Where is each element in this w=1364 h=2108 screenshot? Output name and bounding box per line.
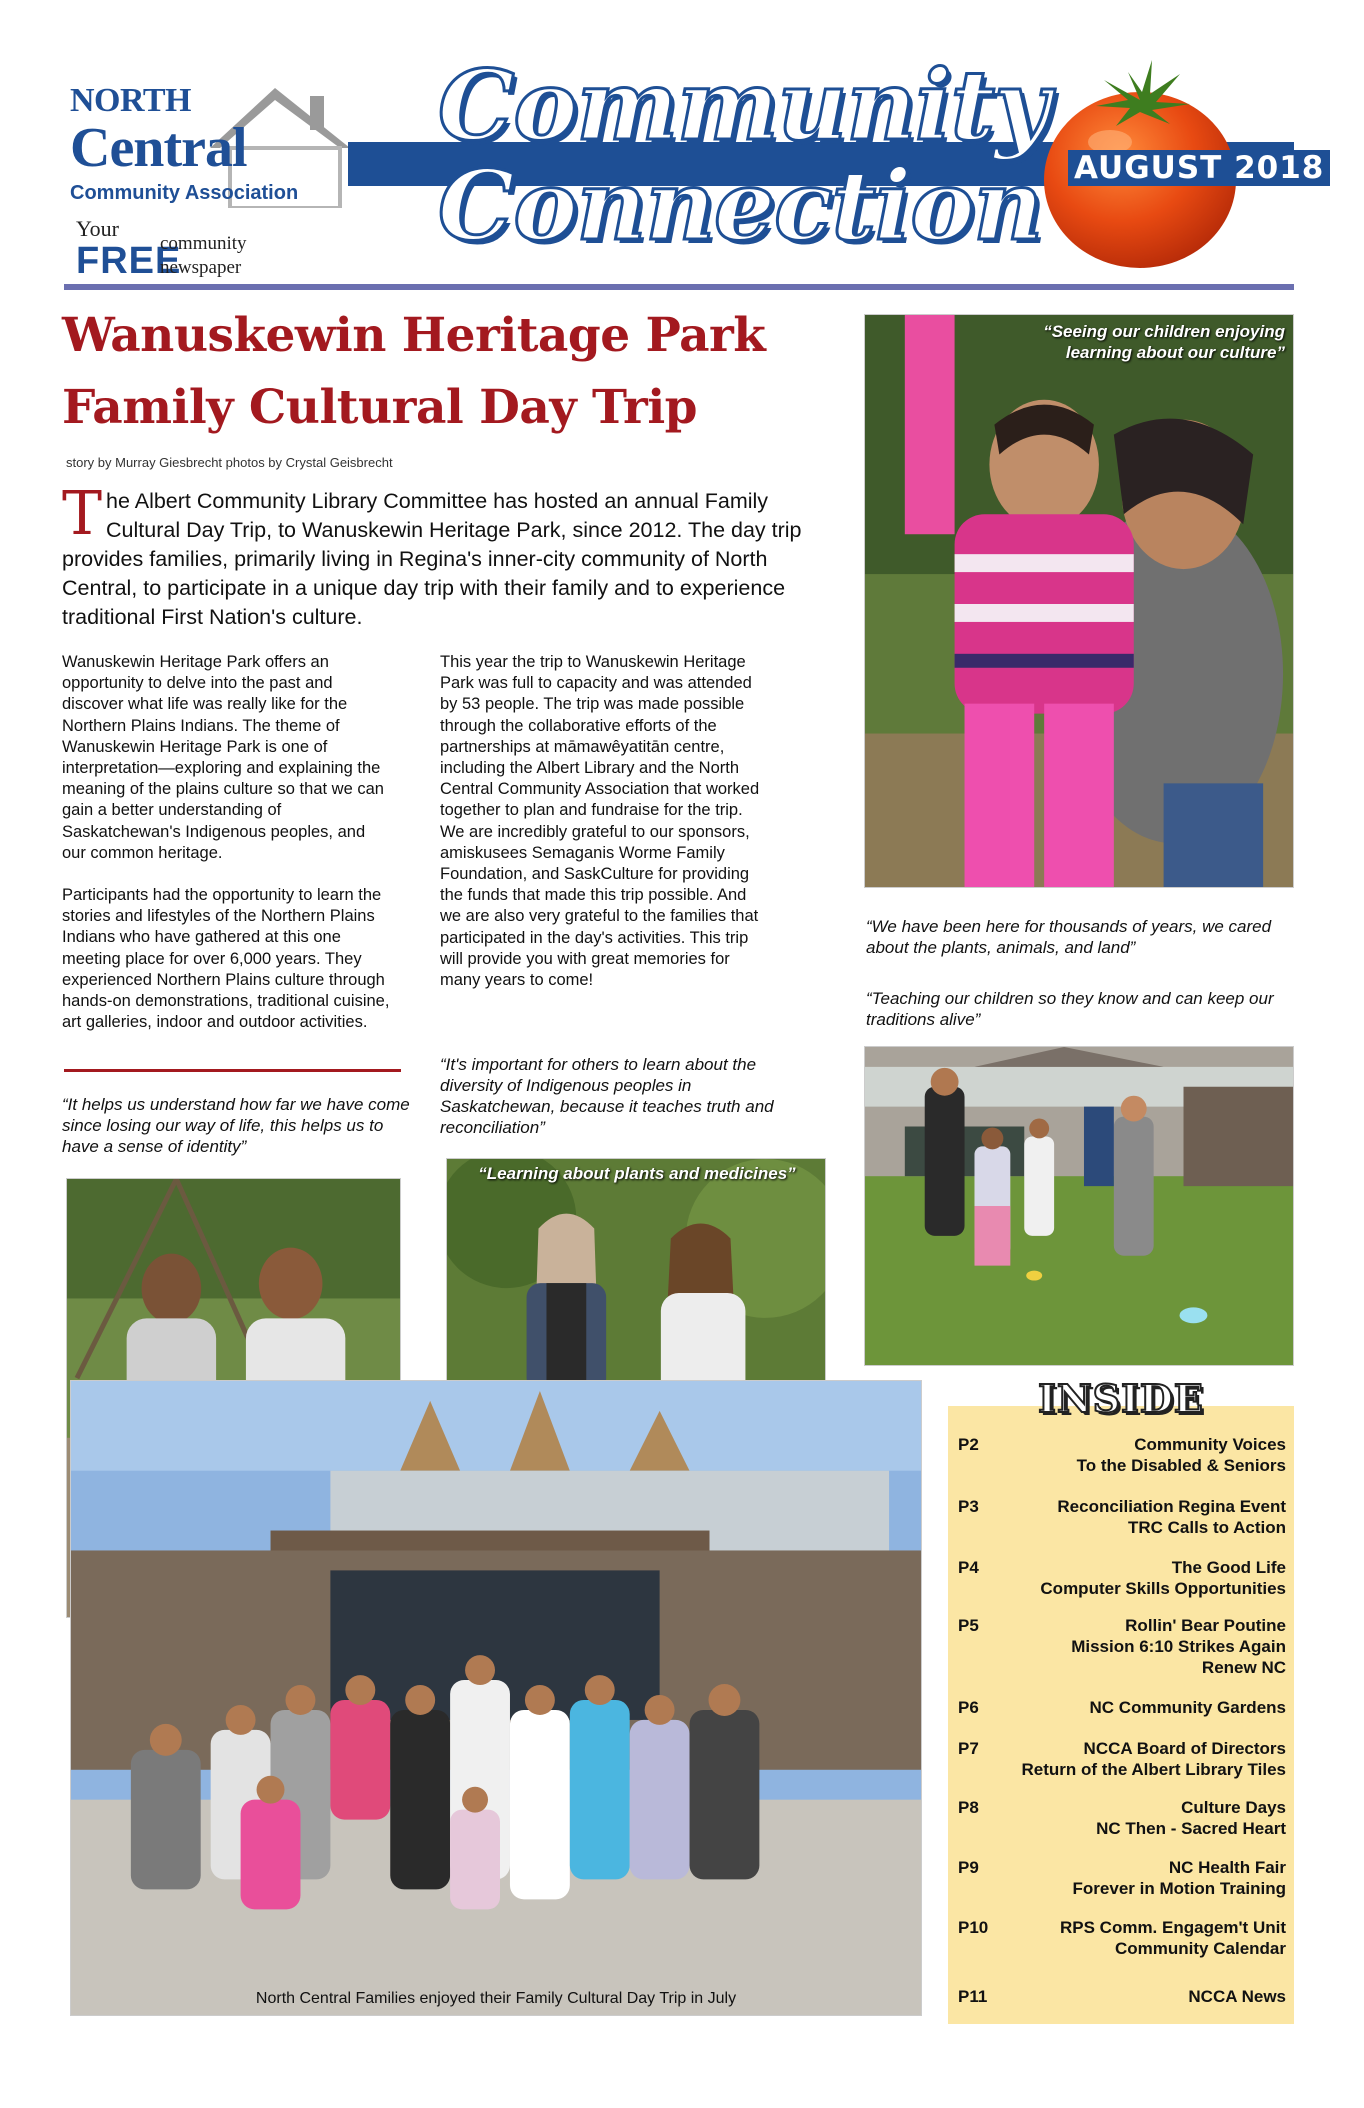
toc-subtitle: Return of the Albert Library Tiles [1021,1760,1286,1779]
toc-title: NCCA Board of Directors [1083,1739,1286,1758]
toc-item-p9[interactable] [958,1857,1286,1899]
toc-subtitle: Forever in Motion Training [1072,1879,1286,1898]
toc-subtitle: Mission 6:10 Strikes Again [1071,1637,1286,1656]
toc-subtitle: NC Then - Sacred Heart [1096,1819,1286,1838]
org-name-north: NORTH [70,82,191,119]
toc-title: NC Health Fair [1168,1858,1286,1877]
tagline-rest: community newspaper [160,233,247,278]
article-column-2 [440,652,770,1012]
masthead-rule [64,284,1294,290]
toc-item-p6[interactable] [958,1697,1286,1718]
article-column-1 [62,652,392,1054]
caption-group-families: North Central Families enjoyed their Family Cultural Day Trip in July [255,1990,737,2007]
paper-title-line2: Connection [438,149,1043,262]
nca-logo [70,72,360,282]
pull-quote-reconciliation: “It's important for others to learn about the diversity of Indigenous peoples in Saskatchewan, because it teaches truth and reconciliation” [440,1055,774,1137]
toc-title: Community Voices [1134,1435,1286,1454]
pull-quote-thousands-years: “We have been here for thousands of years, we cared about the plants, animals, and land” [866,917,1272,957]
toc-item-p5[interactable] [958,1615,1286,1678]
toc-subtitle: Computer Skills Opportunities [1040,1579,1286,1598]
pull-quote-identity: “It helps us understand how far we have come since losing our way of life, this helps us to have a sense of identity” [62,1095,410,1156]
article-byline: story by Murray Giesbrecht photos by Crystal Geisbrecht [66,455,393,470]
article-lead [62,479,822,632]
caption-plants-medicines: “Learning about plants and medicines” [478,1164,796,1183]
toc-page: P5 [958,1616,979,1635]
toc-title: NCCA News [1188,1987,1286,2006]
toc-title: The Good Life [1171,1558,1286,1577]
toc-page: P3 [958,1497,979,1516]
toc-title: Reconciliation Regina Event [1057,1497,1286,1516]
headline-line1: Wanuskewin Heritage Park [62,308,766,363]
tagline-your: Your [76,216,120,241]
toc-subtitle: Renew NC [1201,1658,1286,1677]
toc-page: P9 [958,1858,979,1877]
lead-text: he Albert Community Library Committee has hosted an annual Family Cultural Day Trip, to Wanuskewin Heritage Park, since 2012. The day trip provides families, primarily living in Regina's inner-city community of North Central, to participate in a unique day trip with their family and to experience traditional First Nation's culture. [62,489,802,629]
toc-subtitle: To the Disabled & Seniors [1076,1456,1286,1475]
toc-item-p10[interactable] [958,1917,1286,1959]
paper-title-line1: Community [438,49,1049,162]
org-name-central: Central [70,117,247,179]
org-name-association: Community Association [70,182,299,204]
pull-quote-traditions: “Teaching our children so they know and can keep our traditions alive” [866,989,1274,1029]
toc-title: RPS Comm. Engagem't Unit [1059,1918,1286,1937]
toc-title: NC Community Gardens [1089,1698,1286,1717]
drop-cap: T [62,479,103,549]
toc-item-p4[interactable] [958,1557,1286,1599]
col2-paragraph-1: This year the trip to Wanuskewin Heritage Park was full to capacity and was attended by 53 people. The trip was made possible through the collaborative efforts of the partnerships at māmawêyatitān centre, including the Albert Library and the North Central Community Association that worked together to plan and fundraise for the trip. We are incredibly grateful to our sponsors, amiskusees Semaganis Worme Family Foundation, and SaskCulture for providing the funds that made this trip possible. And we are also very grateful to the families that participated in the day's activities. This trip will provide you with great memories for many years to come! [440,653,760,990]
toc-page: P7 [958,1739,979,1758]
toc-title: Rollin' Bear Poutine [1125,1616,1286,1635]
column-divider [64,1069,401,1072]
issue-date: AUGUST 2018 [1068,150,1330,186]
tagline-free: FREE [76,240,182,282]
toc-page: P10 [958,1918,989,1937]
col1-paragraph-1: Wanuskewin Heritage Park offers an opportunity to delve into the past and discover what life was really like for the Northern Plains Indians. The theme of Wanuskewin Heritage Park is one of interpretation—exploring and explaining the meaning of the plains culture so that we can gain a better understanding of Saskatchewan's Indigenous peoples, and our common heritage. [62,653,384,862]
toc-item-p3[interactable] [958,1496,1286,1538]
headline-line2: Family Cultural Day Trip [62,380,698,435]
toc-subtitle: TRC Calls to Action [1127,1518,1286,1537]
toc-item-p8[interactable] [958,1797,1286,1839]
toc-page: P11 [958,1987,988,2006]
toc-page: P4 [958,1558,979,1577]
toc-page: P8 [958,1798,979,1817]
toc-item-p11[interactable] [958,1986,1286,2007]
toc-item-p2[interactable] [958,1434,1286,1476]
toc-page: P6 [958,1698,979,1717]
photo-mother-daughter [864,314,1294,888]
inside-title: INSIDE [1038,1376,1204,1421]
photo-group-families [70,1380,922,2016]
article-headline [62,300,862,444]
toc-item-p7[interactable] [958,1738,1286,1780]
caption-seeing-children: “Seeing our children enjoying learning about our culture” [1043,322,1285,362]
toc-subtitle: Community Calendar [1115,1939,1286,1958]
col1-paragraph-2: Participants had the opportunity to learn the stories and lifestyles of the Northern Plains Indians who have gathered at this one meeting place for over 6,000 years. They experienced Northern Plains culture through hands-on demonstrations, traditional cuisine, art galleries, indoor and outdoor activities. [62,886,390,1032]
toc-title: Culture Days [1181,1798,1286,1817]
photo-children-playing [864,1046,1294,1366]
toc-page: P2 [958,1435,979,1454]
